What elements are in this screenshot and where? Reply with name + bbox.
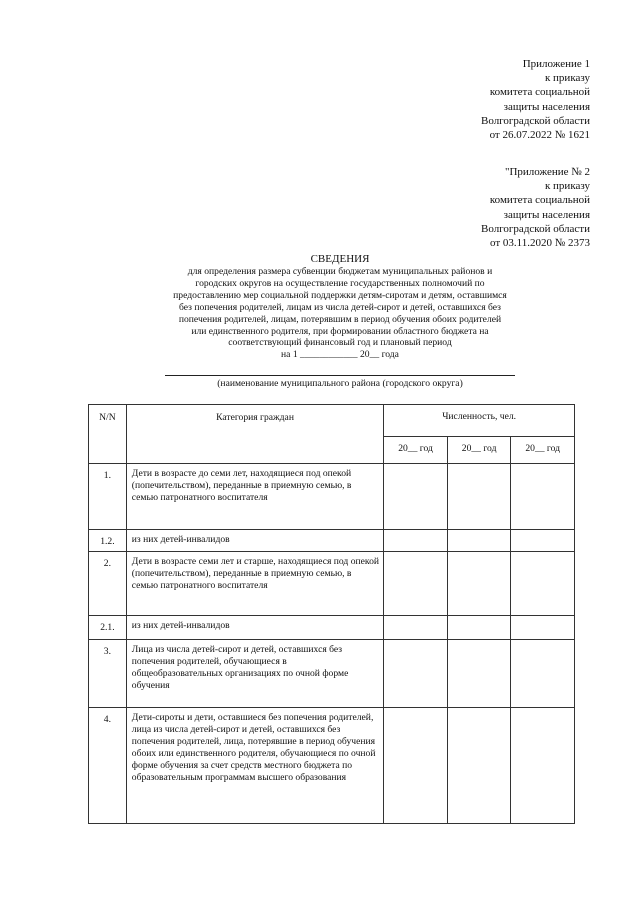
value-cell[interactable] [384,530,448,552]
appendix-2-line: защиты населения [503,208,590,221]
value-cell[interactable] [447,530,511,552]
subtitle-line: соответствующий финансовый год и плановый период [228,337,452,349]
row-number: 4. [89,708,127,824]
value-cell[interactable] [511,616,575,640]
subtitle-line: предоставлению мер социальной поддержки детям-сиротам и детям, оставшимся [173,289,507,301]
appendix-1-line: Волгоградской области [481,114,590,127]
row-category: Дети в возрасте семи лет и старше, находящиеся под опекой (попечительством), переданные в приемную семью, в семью патронатного воспитателя [126,552,383,616]
value-cell[interactable] [384,552,448,616]
subtitle-line: без попечения родителей, лицам из числа детей-сирот и детей, оставшихся без [179,301,501,313]
appendix-2-line: от 03.11.2020 № 2373 [490,237,590,250]
document-title: СВЕДЕНИЯ [310,253,370,265]
row-number: 3. [89,640,127,708]
value-cell[interactable] [384,708,448,824]
municipality-caption: (наименование муниципального района (городского округа) [217,378,463,389]
table-row [89,530,575,552]
row-number: 2. [89,552,127,616]
appendix-1-line: от 26.07.2022 № 1621 [489,129,590,142]
subtitle-line: или единственного родителя, при формировании областного бюджета на [191,325,489,337]
value-cell[interactable] [384,640,448,708]
row-category: Дети-сироты и дети, оставшиеся без попечения родителей, лица из числа детей-сирот и детей, оставшихся без попечения родителей, лица, потерявшие в период обучения обоих или единственного родителя, обучающиеся по очной форме обучения за счет средств местного бюджета по образовательным программам высшего образования [126,708,383,824]
header-year: 20__ год [447,437,511,464]
value-cell[interactable] [511,530,575,552]
table-row [89,616,575,640]
header-year: 20__ год [511,437,575,464]
row-number: 2.1. [89,616,127,640]
table-row [89,640,575,708]
row-category: Лица из числа детей-сирот и детей, оставшихся без попечения родителей, обучающиеся в общеобразовательных организациях по очной форме обучения [126,640,383,708]
appendix-1-line: к приказу [544,72,590,85]
header-number: N/N [89,405,127,464]
value-cell[interactable] [511,552,575,616]
header-count: Численность, чел. [384,405,575,437]
value-cell[interactable] [511,708,575,824]
table-row [89,708,575,824]
value-cell[interactable] [447,552,511,616]
appendix-2-line: Волгоградской области [481,222,590,235]
table-row [89,464,575,530]
appendix-1-line: защиты населения [503,100,590,113]
row-category: из них детей-инвалидов [126,616,383,640]
value-cell[interactable] [384,616,448,640]
subtitle-line: попечения родителей, лицам, потерявшим в период обучения обоих родителей [178,313,502,325]
row-number: 1.2. [89,530,127,552]
appendix-1-line: комитета социальной [489,86,590,99]
appendix-2-line: "Приложение № 2 [504,166,590,178]
value-cell[interactable] [384,464,448,530]
value-cell[interactable] [447,616,511,640]
municipality-underline [165,375,515,376]
table-header-row [89,405,575,437]
value-cell[interactable] [511,640,575,708]
value-cell[interactable] [447,464,511,530]
appendix-2-line: к приказу [544,180,590,193]
appendix-1-line: Приложение 1 [522,58,590,70]
row-category: из них детей-инвалидов [126,530,383,552]
document-heading [130,252,550,361]
value-cell[interactable] [511,464,575,530]
header-category: Категория граждан [126,405,383,464]
appendix-2-block [481,165,590,250]
table-row [89,552,575,616]
row-category: Дети в возрасте до семи лет, находящиеся под опекой (попечительством), переданные в приемную семью, в семью патронатного воспитателя [126,464,383,530]
appendix-1-block [481,57,590,142]
date-line: на 1 ____________ 20__ года [281,349,399,361]
value-cell[interactable] [447,640,511,708]
appendix-2-line: комитета социальной [489,194,590,207]
data-table [88,404,575,824]
header-year: 20__ год [384,437,448,464]
subtitle-line: для определения размера субвенции бюджетам муниципальных районов и [187,266,493,277]
subtitle-line: городских округов на осуществление государственных полномочий по [195,277,485,289]
row-number: 1. [89,464,127,530]
value-cell[interactable] [447,708,511,824]
